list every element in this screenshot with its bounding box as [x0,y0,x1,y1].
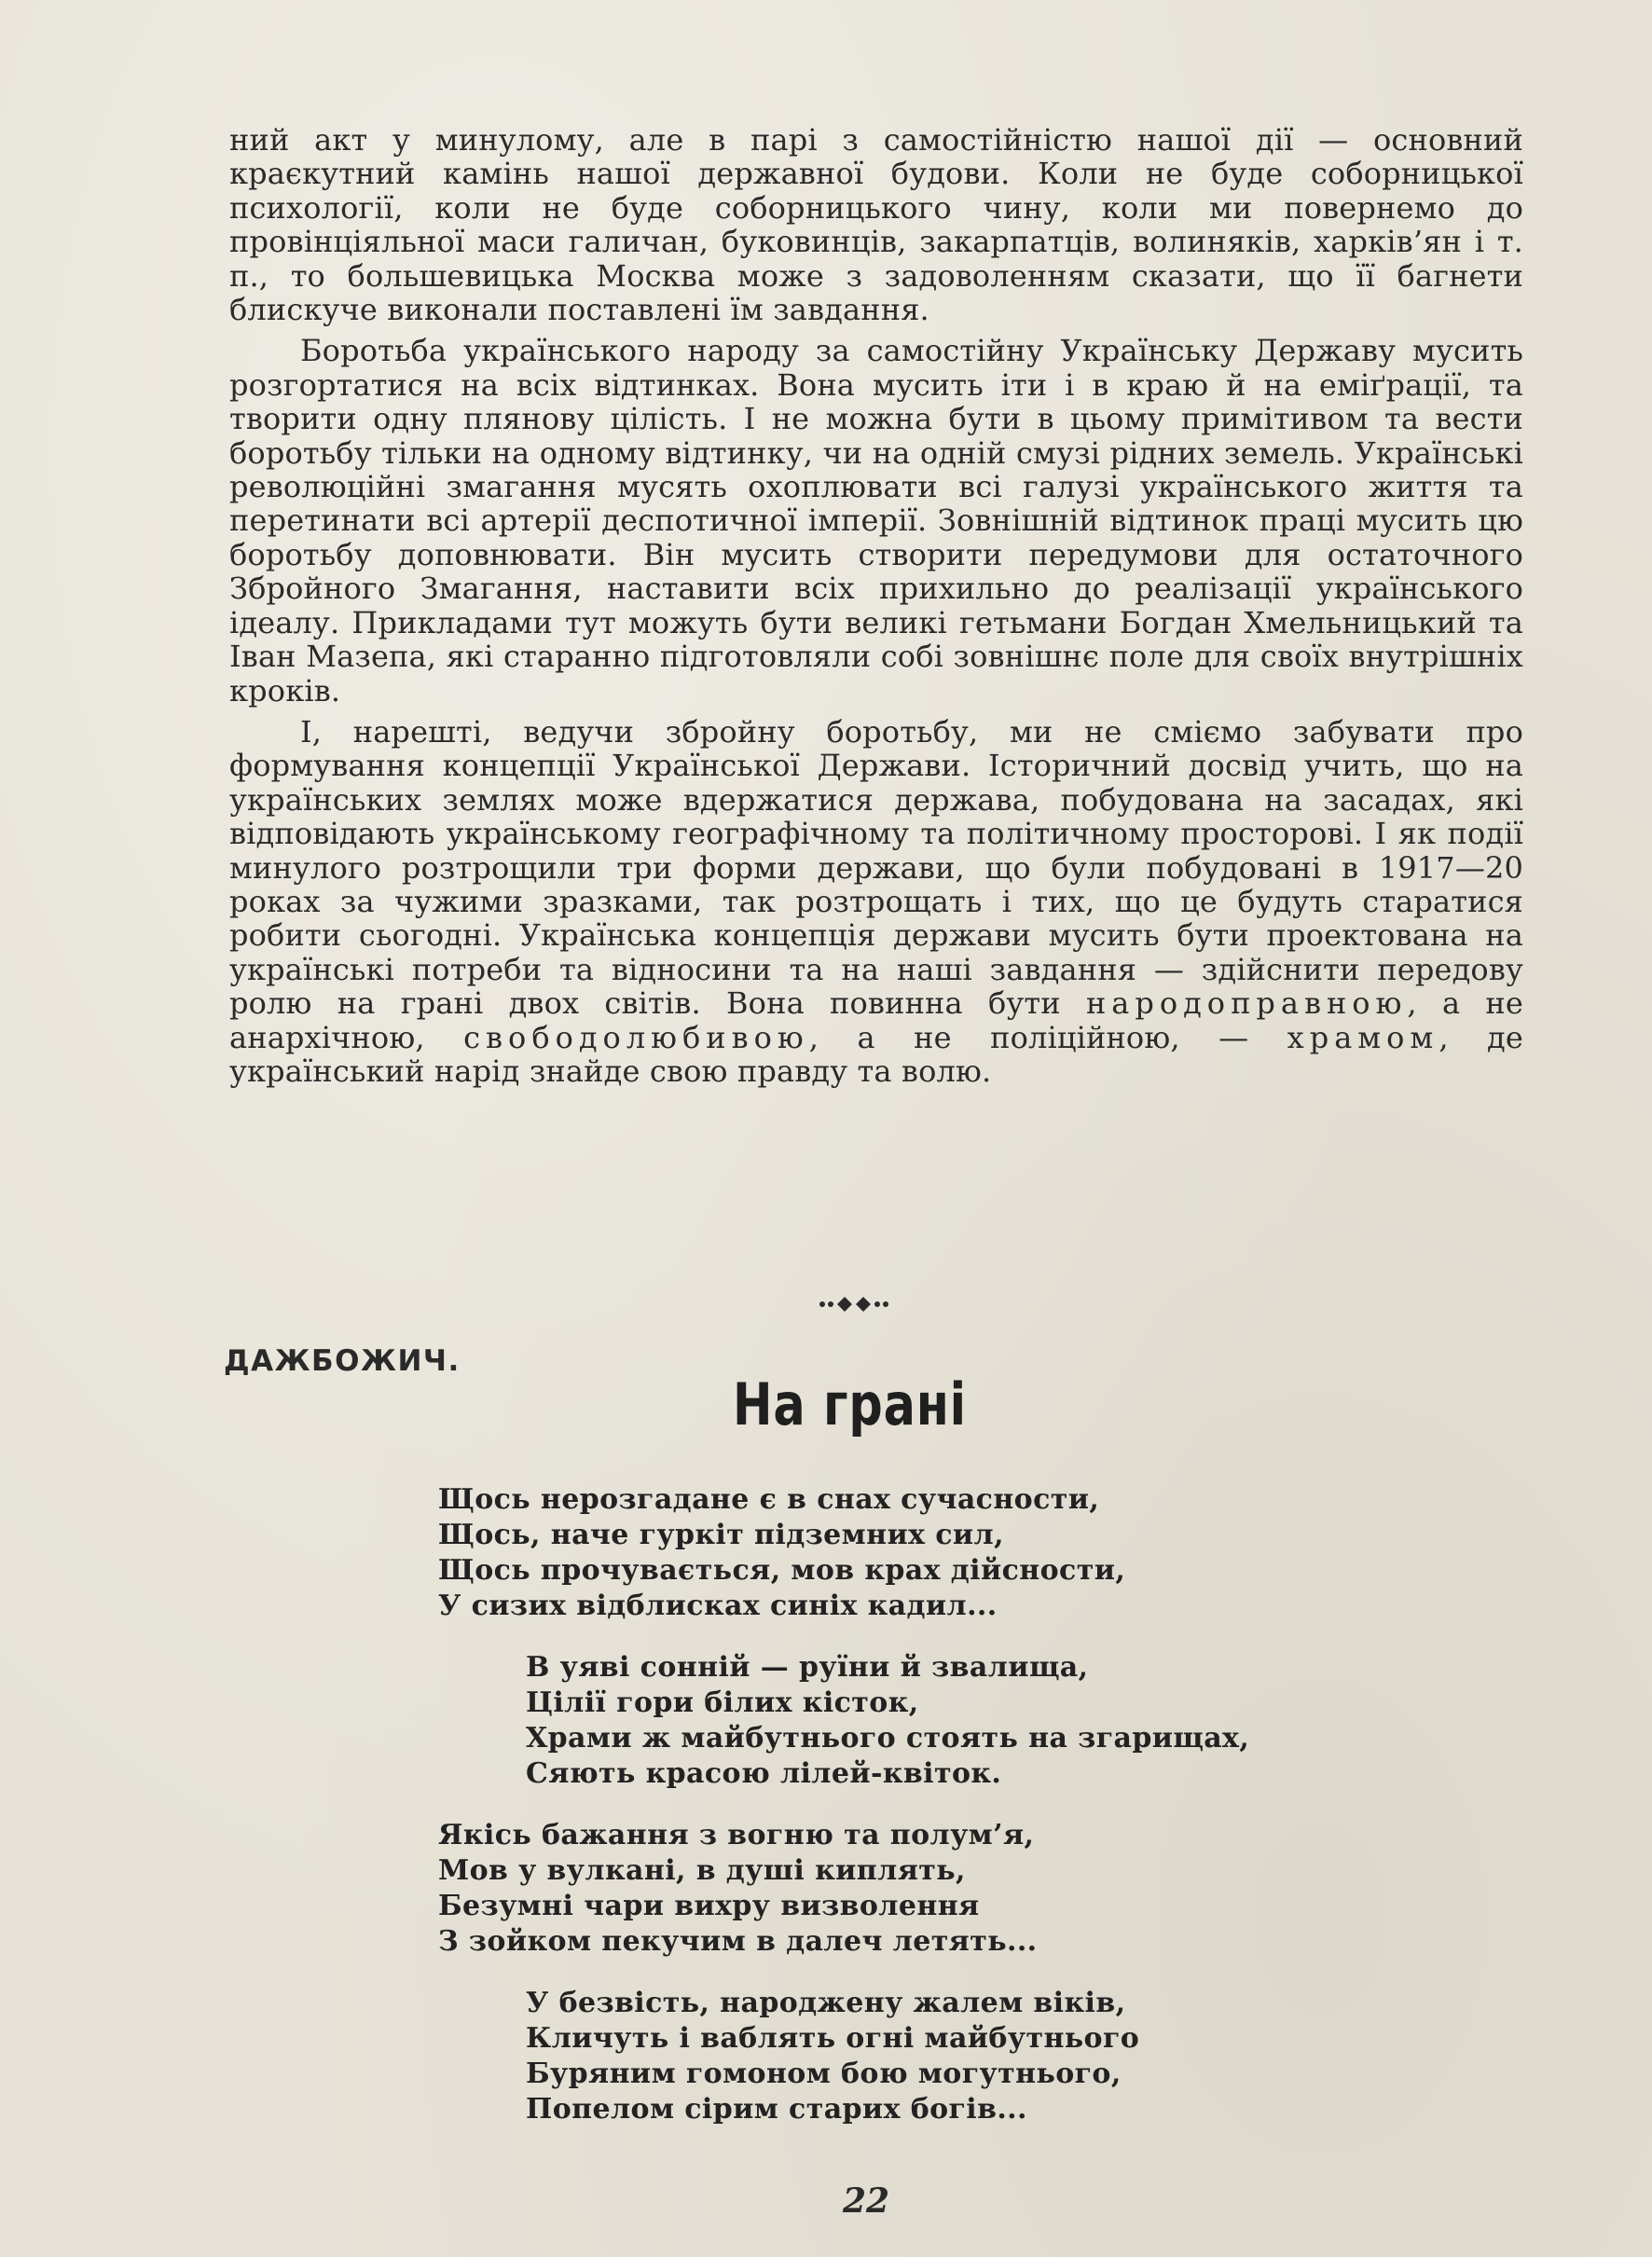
poem-line: З зойком пекучим в далеч летять... [438,1925,1038,1958]
poem-line: У безвість, народжену жалем віків, [526,1987,1126,2019]
paragraph-3 [229,715,1523,1088]
paragraph-3-start: І, нарешті, ведучи збройну боротьбу, ми не сміємо забувати про формування концепції Української Держави. Історичний досвід учить, що на українських землях може вдержатися держава, побудована на засадах, які відповідають українському географічному та політичному просторові. І як події минулого розтрощили три форми держави, що були побудовані в 1917—20 роках за чужими зразками, так розтрощать і тих, що це будуть старатися робити сьогодні. Українська концепція держави мусить бути проектована на українські потреби та відносини та на наші завдання — здійснити передову ролю на грані двох світів. Вона повинна бути [229,713,1523,1022]
poem [438,1482,1482,2154]
paragraph-3-end: , де український нарід знайде свою правду та волю. [229,1019,1523,1089]
poem-title: На грані [733,1370,967,1438]
paragraph-2: Боротьба українського народу за самостійну Українську Державу мусить розгортатися на всіх відтинках. Вона мусить іти і в краю й на еміґрації, та творити одну плянову цілість. І не можна бути в цьому примітивом та вести боротьбу тільки на одному відтинку, чи на одній смузі рідних земель. Українські революційні змагання мусять охоплювати всі галузі українського життя та перетинати всі артерії деспотичної імперії. Зовнішній відтинок праці мусить цю боротьбу доповнювати. Він мусить створити передумови для остаточного Збройного Змагання, наставити всіх прихильно до реалізації українського ідеалу. Прикладами тут можуть бути великі гетьмани Богдан Хмельницький та Іван Мазепа, які старанно підготовляли собі зовнішнє поле для своїх внутрішніх кроків. [229,333,1523,709]
poem-line: Щось нерозгадане є в снах сучасности, [438,1483,1100,1516]
emphasis-narodopravnoyu: народоправною [1085,985,1408,1022]
poem-line: Щось прочувається, мов крах дійсности, [438,1554,1126,1587]
poem-line: Безумні чари вихру визволення [438,1890,980,1922]
poem-line: Буряним гомоном бою могутнього, [526,2057,1122,2090]
poem-line: У сизих відблисках синіх кадил... [438,1590,998,1622]
page-number: 22 [843,2181,890,2221]
poem-line: Якісь бажання з вогню та полум’я, [438,1819,1035,1851]
poem-line: Кличуть і ваблять огні майбутнього [526,2022,1140,2055]
paragraph-3-mid-1: , а не анархічною, [229,985,1523,1055]
poem-line: Щось, наче гуркіт підземних сил, [438,1519,1004,1551]
diamond-dots-ornament-icon [817,1290,891,1318]
stanza-3 [438,1818,1482,1960]
stanza-1 [438,1482,1482,1624]
paragraph-1: ний акт у минулому, але в парі з самостійністю нашої дії — основний краєкутний камінь нашої державної будови. Коли не буде соборницької психології, коли не буде соборницького чину, коли ми повернемо до провінціяльної маси галичан, буковинців, закарпатців, волиняків, харків’ян і т. п., то большевицька Москва може з задоволенням сказати, що її багнети блискуче виконали поставлені їм завдання. [229,122,1523,328]
poem-line: В уяві сонній — руїни й звалища, [526,1651,1089,1684]
author-name: ДАЖБОЖИЧ. [224,1344,461,1378]
emphasis-khramom: храмом [1287,1019,1439,1055]
poem-line: Цілії гори білих кісток, [526,1686,919,1719]
poem-line: Мов у вулкані, в душі киплять, [438,1854,966,1887]
emphasis-svobodolyubyvoyu: свободолюбивою [463,1019,809,1055]
poem-line: Попелом сірим старих богів... [526,2093,1027,2126]
article-text [229,123,1523,1095]
paragraph-3-mid-2: , а не поліційною, — [808,1019,1287,1055]
poem-line: Сяють красою лілей-квіток. [526,1757,1002,1790]
stanza-4 [438,1986,1482,2127]
poem-line: Храми ж майбутнього стоять на згарищах, [526,1722,1250,1755]
stanza-2 [438,1650,1482,1792]
